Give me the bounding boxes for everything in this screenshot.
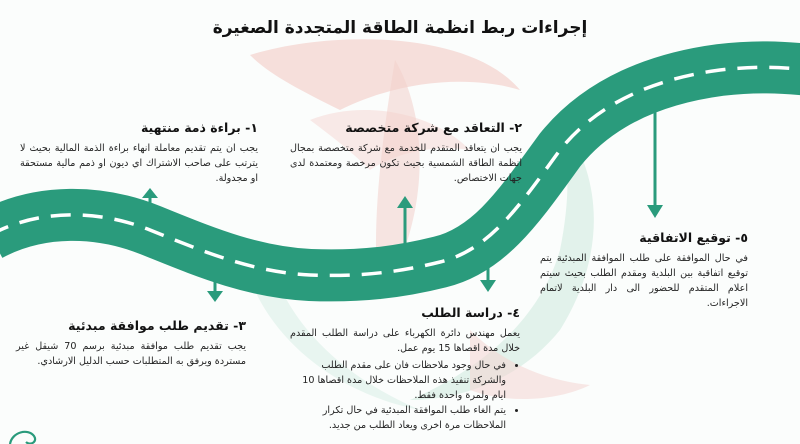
- step-1-text: يجب ان يتم تقديم معاملة انهاء براءة الذمة المالية بحيث لا يترتب على صاحب الاشتراك اي ديون او ذمم مالية مستحقة او مجدولة.: [20, 143, 258, 184]
- step-3-heading: ٣- تقديم طلب موافقة مبدئية: [68, 318, 246, 333]
- step-2-text: يجب ان يتعاقد المتقدم للخدمة مع شركة متخصصة بمجال انظمة الطاقة الشمسية بحيث تكون مرخصة ومعتمدة لدى جهات الاختصاص.: [290, 143, 522, 184]
- step-2-heading: ٢- التعاقد مع شركة متخصصة: [345, 120, 522, 135]
- step-4-bullet-2: • يتم الغاء طلب الموافقة المبدئية في حال تكرار الملاحظات مرة اخرى ويعاد الطلب من جديد.: [290, 403, 506, 433]
- step-1-box: [20, 120, 258, 186]
- corner-swirl-decoration: [0, 414, 60, 444]
- step-2-box: [290, 120, 522, 186]
- step-3-text: يجب تقديم طلب موافقة مبدئية برسم 70 شيقل غير مستردة ويرفق به المتطلبات حسب الدليل الارشادي.: [16, 341, 247, 367]
- arrow-step-5-down: [647, 112, 663, 218]
- step-4-bullet-1: • في حال وجود ملاحظات فان على مقدم الطلب والشركة تنفيذ هذه الملاحظات خلال مدة اقصاها 10 ايام ولمرة واحدة فقط.: [290, 358, 506, 403]
- page-title: إجراءات ربط انظمة الطاقة المتجددة الصغيرة: [212, 18, 588, 38]
- step-5-box: [540, 230, 748, 311]
- step-4-bullets: [290, 358, 520, 433]
- step-4-heading: ٤- دراسة الطلب: [421, 305, 520, 320]
- step-5-heading: ٥- توقيع الاتفاقية: [639, 230, 748, 245]
- step-5-text: في حال الموافقة على طلب الموافقة المبدئية يتم توقيع اتفاقية بين البلدية ومقدم الطلب بحيث سيتم اعلام المتقدم للحضور الى دار البلدية لاتمام الاجراءات.: [540, 253, 748, 309]
- step-4-text: يعمل مهندس دائرة الكهرباء على دراسة الطلب المقدم خلال مدة اقصاها 15 يوم عمل.: [290, 328, 520, 354]
- step-3-box: [16, 318, 246, 369]
- step-1-heading: ١- براءة ذمة منتهية: [140, 120, 258, 135]
- step-4-box: [290, 305, 520, 433]
